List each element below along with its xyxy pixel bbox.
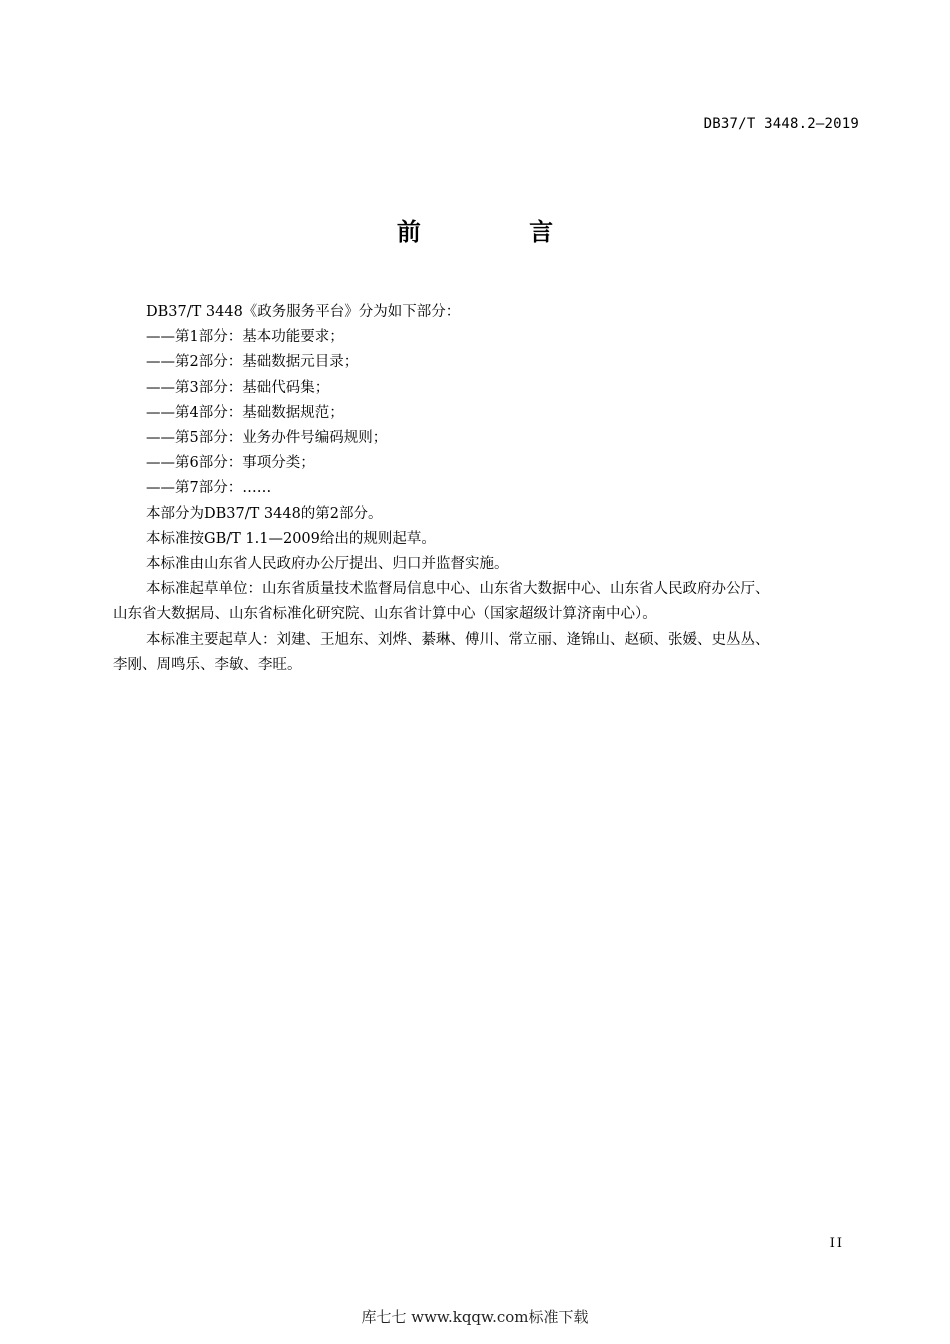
paragraph-parts-intro: DB37/T 3448《政务服务平台》分为如下部分：	[146, 304, 461, 320]
list-item-part-4: ——第4部分：基础数据规范；	[146, 404, 344, 421]
list-item-part-6: ——第6部分：事项分类；	[146, 455, 315, 472]
list-item-part-2: ——第2部分：基础数据元目录；	[146, 354, 359, 371]
foreword-body	[113, 300, 863, 678]
paragraph-drafting-units: 本标准起草单位：山东省质量技术监督局信息中心、山东省大数据中心、山东省人民政府办公厅、	[146, 581, 770, 598]
list-item-part-7: ——第7部分：……	[146, 480, 272, 497]
paragraph-this-part: 本部分为DB37/T 3448的第2部分。	[146, 505, 383, 522]
footer-watermark: 库七七 www.kqqw.com标准下载	[361, 1308, 589, 1326]
standard-code: DB37/T 3448.2—2019	[703, 116, 859, 132]
paragraph-drafting-rules: 本标准按GB/T 1.1—2009给出的规则起草。	[146, 530, 436, 547]
list-item-part-5: ——第5部分：业务办件号编码规则；	[146, 430, 388, 447]
paragraph-drafters: 本标准主要起草人：刘建、王旭东、刘烨、綦琳、傅川、常立丽、逄锦山、赵硕、张媛、史丛丛、	[146, 631, 770, 648]
paragraph-proposer: 本标准由山东省人民政府办公厅提出、归口并监督实施。	[146, 556, 509, 573]
page-title: 前 言	[396, 218, 604, 246]
page-number: II	[829, 1236, 844, 1251]
paragraph-drafters-cont: 李刚、周鸣乐、李敏、李旺。	[113, 656, 302, 673]
paragraph-drafting-units-cont: 山东省大数据局、山东省标准化研究院、山东省计算中心（国家超级计算济南中心）。	[113, 606, 657, 623]
list-item-part-3: ——第3部分：基础代码集；	[146, 379, 330, 396]
list-item-part-1: ——第1部分：基本功能要求；	[146, 329, 344, 346]
